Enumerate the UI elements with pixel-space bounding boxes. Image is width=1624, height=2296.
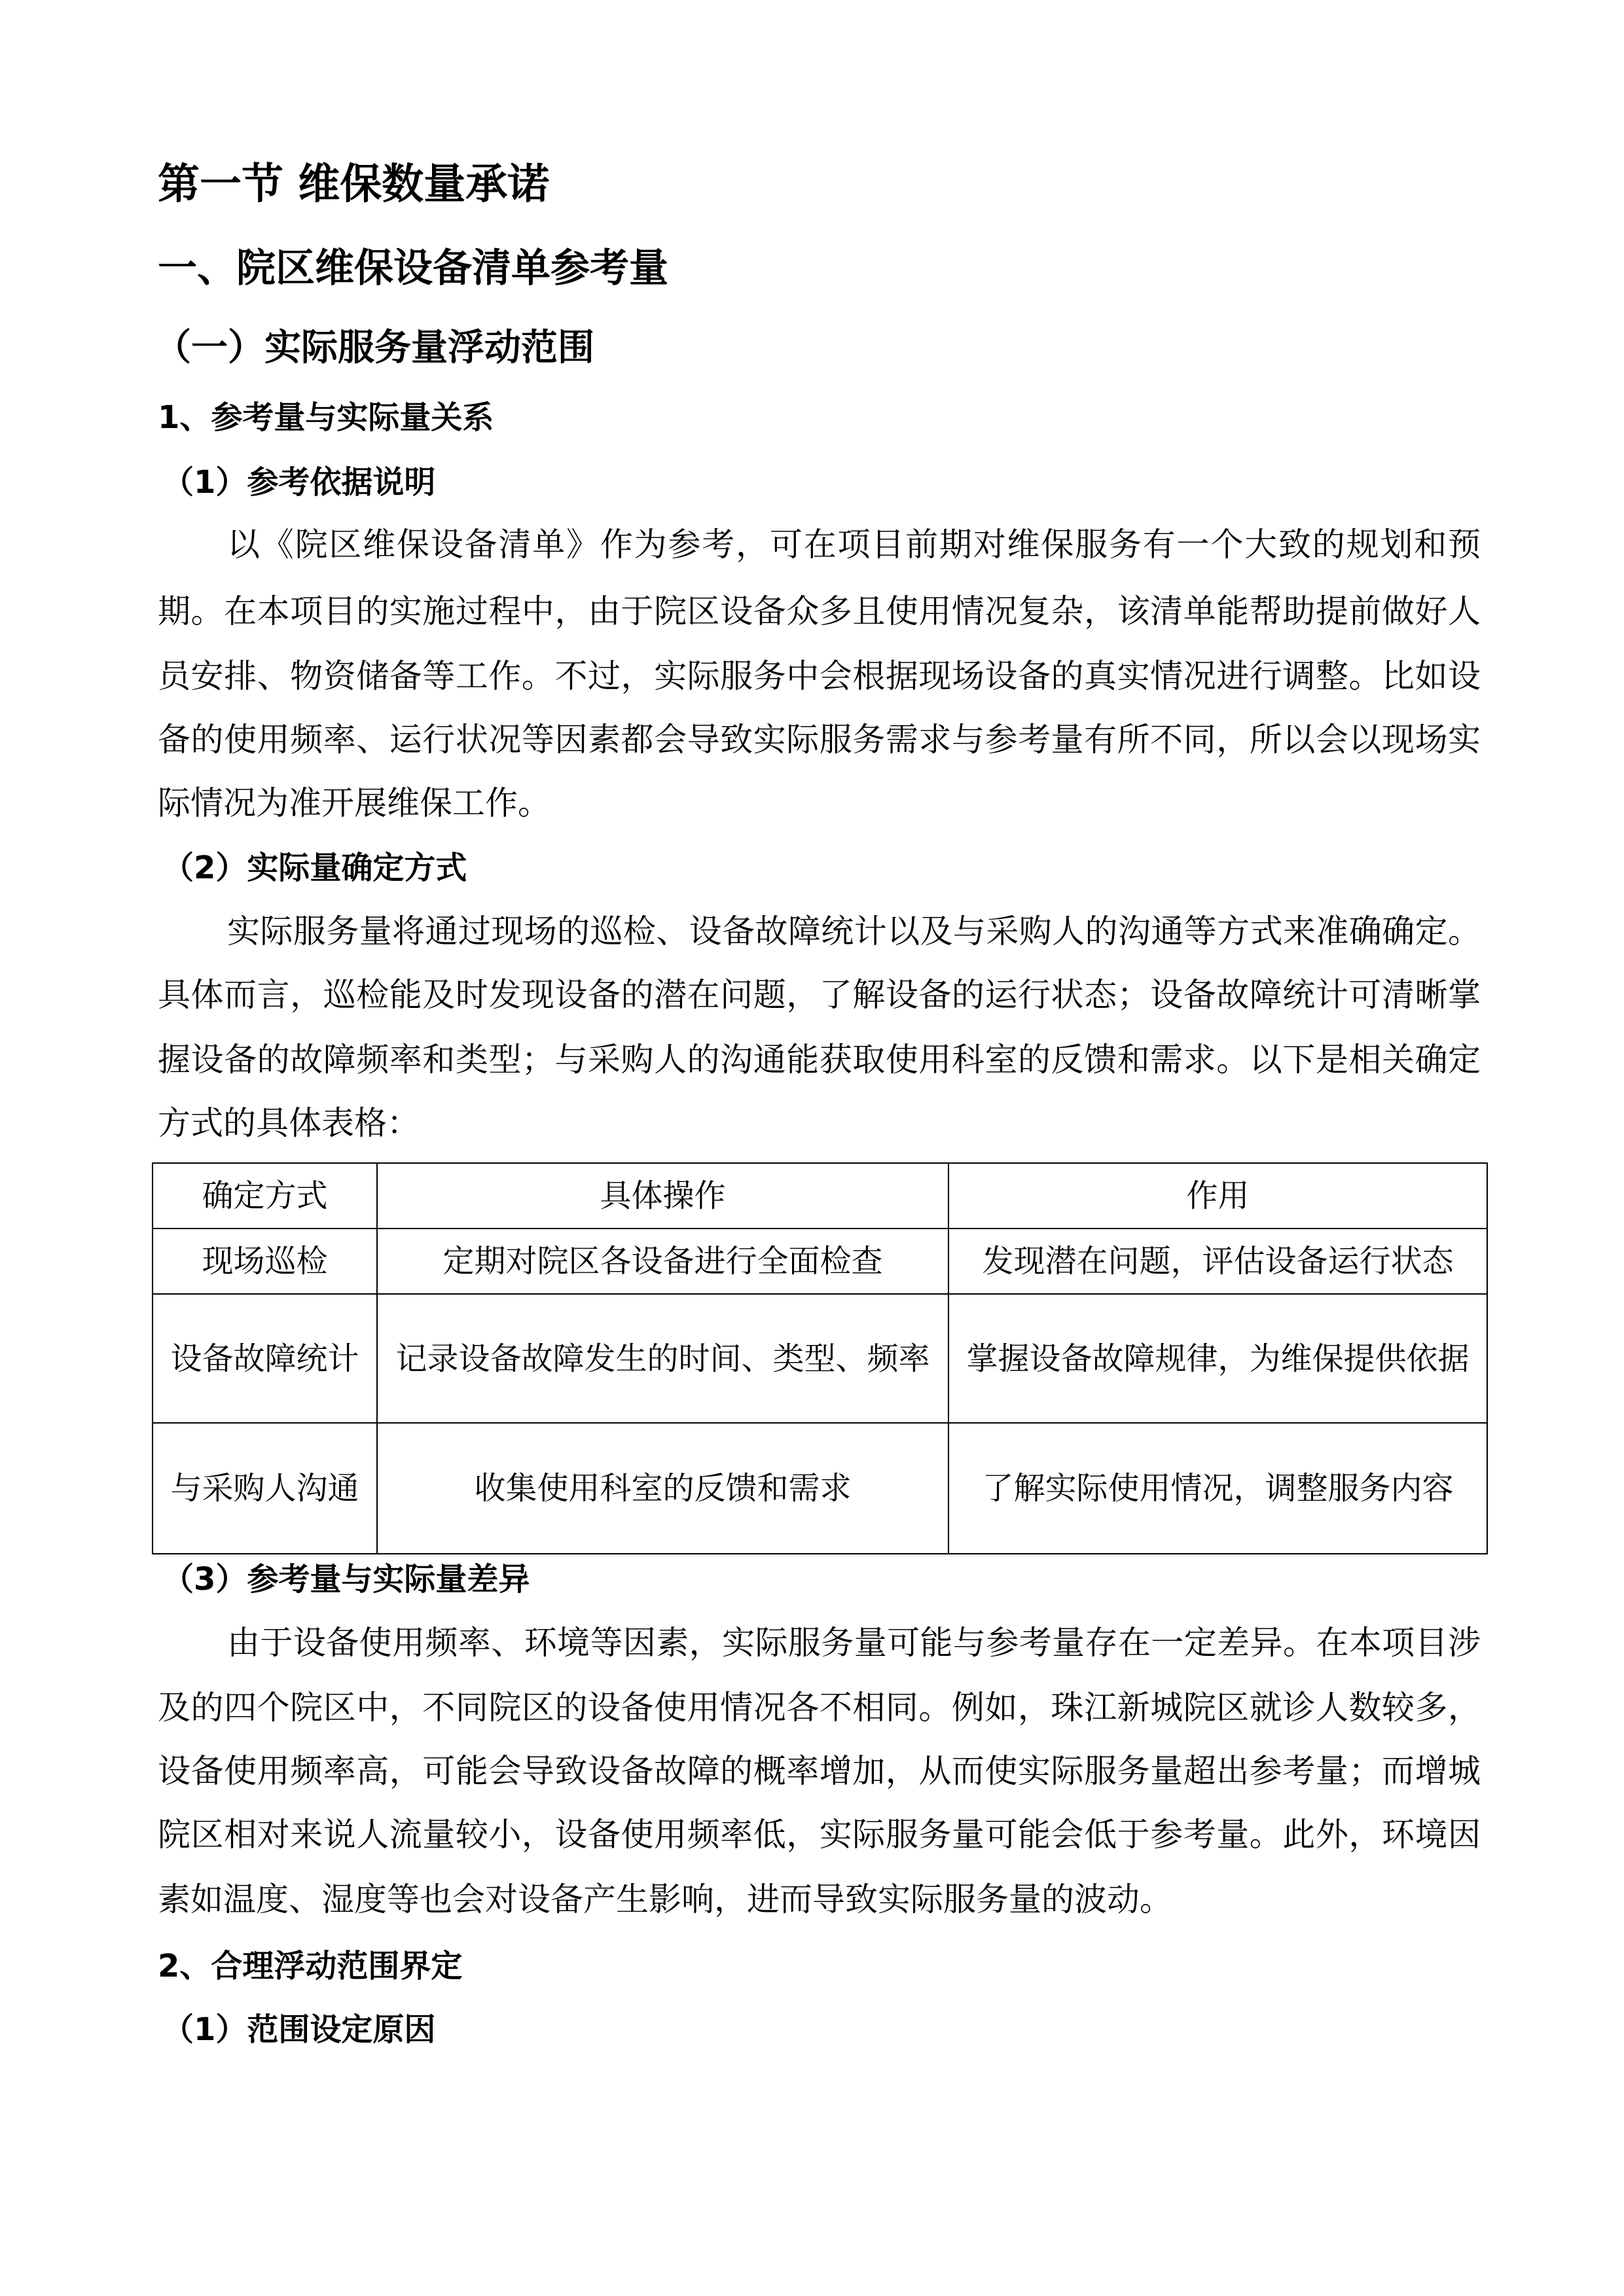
table-cell: 设备故障统计 xyxy=(153,1294,377,1423)
paragraph-line: 素如温度、湿度等也会对设备产生影响，进而导致实际服务量的波动。 xyxy=(158,1880,1172,1918)
table-header-cell: 具体操作 xyxy=(377,1163,948,1229)
heading-level-4: （1）参考依据说明 xyxy=(162,464,436,501)
paragraph-line: 及的四个院区中，不同院区的设备使用情况各不相同。例如，珠江新城院区就诊人数较多， xyxy=(158,1689,1481,1727)
table-cell: 现场巡检 xyxy=(153,1229,377,1294)
table-row xyxy=(153,1229,1487,1294)
table-cell: 定期对院区各设备进行全面检查 xyxy=(377,1229,948,1294)
heading-level-2: （一）实际服务量浮动范围 xyxy=(154,327,594,369)
heading-level-1: 一、院区维保设备清单参考量 xyxy=(158,245,668,291)
heading-level-4: （3）参考量与实际量差异 xyxy=(162,1561,530,1598)
table-cell: 与采购人沟通 xyxy=(153,1423,377,1554)
table-cell: 发现潜在问题，评估设备运行状态 xyxy=(948,1229,1487,1294)
paragraph-line: 由于设备使用频率、环境等因素，实际服务量可能与参考量存在一定差异。在本项目涉 xyxy=(227,1624,1481,1662)
paragraph-line: 际情况为准开展维保工作。 xyxy=(158,784,550,822)
paragraph-line: 期。在本项目的实施过程中，由于院区设备众多且使用情况复杂，该清单能帮助提前做好人 xyxy=(158,592,1481,630)
table-cell: 记录设备故障发生的时间、类型、频率 xyxy=(377,1294,948,1423)
paragraph-line: 院区相对来说人流量较小，设备使用频率低，实际服务量可能会低于参考量。此外，环境因 xyxy=(158,1816,1481,1854)
table-header-cell: 确定方式 xyxy=(153,1163,377,1229)
paragraph-line: 握设备的故障频率和类型；与采购人的沟通能获取使用科室的反馈和需求。以下是相关确定 xyxy=(158,1041,1481,1079)
paragraph-line: 员安排、物资储备等工作。不过，实际服务中会根据现场设备的真实情况进行调整。比如设 xyxy=(158,657,1481,695)
determination-methods-table xyxy=(152,1162,1488,1554)
table-row xyxy=(153,1423,1487,1554)
paragraph-line: 方式的具体表格： xyxy=(158,1104,420,1142)
table-cell: 收集使用科室的反馈和需求 xyxy=(377,1423,948,1554)
table-cell: 掌握设备故障规律，为维保提供依据 xyxy=(948,1294,1487,1423)
heading-level-4: （2）实际量确定方式 xyxy=(162,850,467,886)
paragraph-line: 具体而言，巡检能及时发现设备的潜在问题，了解设备的运行状态；设备故障统计可清晰掌 xyxy=(158,976,1481,1014)
section-title: 第一节 维保数量承诺 xyxy=(158,160,550,209)
paragraph-line: 以《院区维保设备清单》作为参考，可在项目前期对维保服务有一个大致的规划和预 xyxy=(227,526,1481,564)
table-header-cell: 作用 xyxy=(948,1163,1487,1229)
heading-level-3: 2、合理浮动范围界定 xyxy=(158,1948,463,1984)
table-cell: 了解实际使用情况，调整服务内容 xyxy=(948,1423,1487,1554)
paragraph-line: 设备使用频率高，可能会导致设备故障的概率增加，从而使实际服务量超出参考量；而增城 xyxy=(158,1752,1481,1790)
paragraph-line: 备的使用频率、运行状况等因素都会导致实际服务需求与参考量有所不同，所以会以现场实 xyxy=(158,721,1481,759)
paragraph-line: 实际服务量将通过现场的巡检、设备故障统计以及与采购人的沟通等方式来准确确定。 xyxy=(227,912,1481,950)
table-header-row xyxy=(153,1163,1487,1229)
table-row xyxy=(153,1294,1487,1423)
heading-level-3: 1、参考量与实际量关系 xyxy=(158,399,494,436)
heading-level-4: （1）范围设定原因 xyxy=(162,2011,436,2048)
